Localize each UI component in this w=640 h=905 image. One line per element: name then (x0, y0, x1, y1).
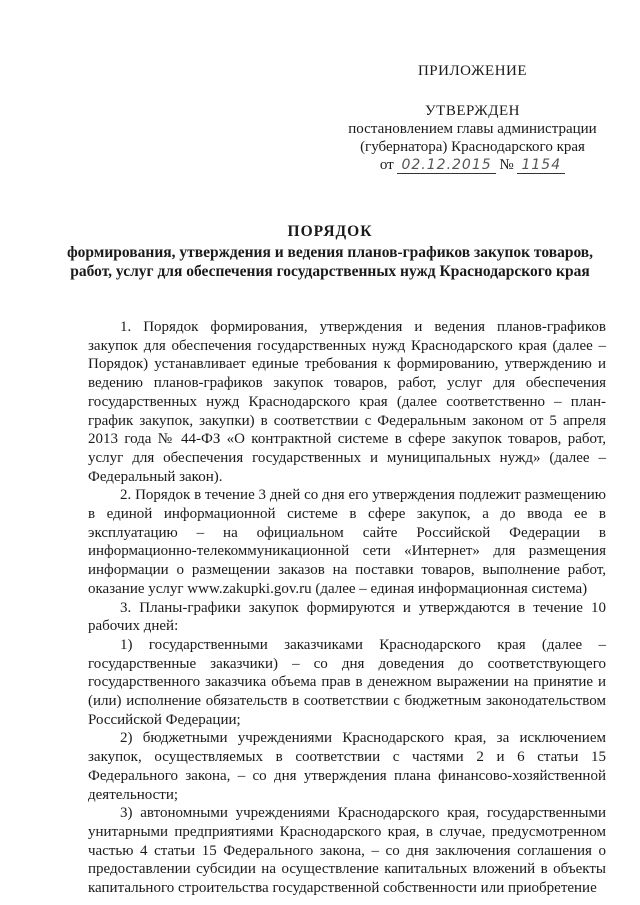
title-subtitle-line-1: формирования, утверждения и ведения планов-графиков закупок товаров, (66, 244, 594, 261)
decree-date-line (340, 156, 605, 174)
number-prefix: № (499, 157, 514, 173)
paragraph-3-item-3: 3) автономными учреждениями Краснодарского края, государственными унитарными предприятиями Краснодарского края, в случае, предусмотренном частью 4 статьи 15 Федерального закона, – со дня заключения соглашения о предоставлении субсидии на осуществление капитальных вложений в объекты капитального строительства государственной собственности или приобретение (88, 805, 606, 897)
handwritten-date: 02.12.2015 (397, 157, 495, 174)
approval-header (340, 62, 605, 174)
paragraph-2: 2. Порядок в течение 3 дней со дня его утверждения подлежит размещению в единой информационной системе в сфере закупок, а до ввода ее в эксплуатацию – на официальном сайте Российской Федерации в информационно-телекоммуникационной сети «Интернет» для размещения информации о размещении заказов на поставки товаров, выполнение работ, оказание услуг www.zakupki.gov.ru (далее – единая информационная система) (88, 487, 606, 597)
date-prefix: от (379, 157, 394, 173)
paragraph-3-item-1: 1) государственными заказчиками Краснодарского края (далее – государственные заказчики) – со дня доведения до соответствующего государственного заказчика объема прав в денежном выражении на принятие и (или) исполнение обязательств в соответствии с бюджетным законодательством Российской Федерации; (88, 636, 606, 728)
decree-line-1: постановлением главы администрации (348, 121, 597, 137)
paragraph-3-item-2: 2) бюджетными учреждениями Краснодарского края, за исключением закупок, осуществляемых в соответствии с частями 2 и 6 статьи 15 Федерального закона, – со дня утверждения плана финансово-хозяйственной деятельности; (88, 730, 606, 803)
paragraph-1: 1. Порядок формирования, утверждения и ведения планов-графиков закупок для обеспечения государственных нужд Краснодарского края (далее – Порядок) устанавливает единые требования к формированию, утверждению и ведению планов-графиков закупок товаров, работ, услуг для обеспечения государственных нужд Краснодарского края (далее соответственно – план-график закупок, закупки) в соответствии с Федеральным законом от 5 апреля 2013 года № 44-ФЗ «О контрактной системе в сфере закупок товаров, работ, услуг для обеспечения государственных и муниципальных нужд» (далее – Федеральный закон). (88, 319, 606, 485)
paragraph-3: 3. Планы-графики закупок формируются и утверждаются в течение 10 рабочих дней: (88, 599, 606, 635)
document-title (60, 222, 600, 281)
document-body (88, 318, 606, 898)
handwritten-number: 1154 (517, 157, 565, 174)
title-subtitle-line-2: работ, услуг для обеспечения государственных нужд Краснодарского края (70, 263, 590, 280)
title-heading: ПОРЯДОК (287, 223, 373, 240)
approved-label: УТВЕРЖДЕН (425, 103, 520, 119)
appendix-label: ПРИЛОЖЕНИЕ (417, 63, 528, 79)
decree-line-2: (губернатора) Краснодарского края (360, 139, 585, 155)
